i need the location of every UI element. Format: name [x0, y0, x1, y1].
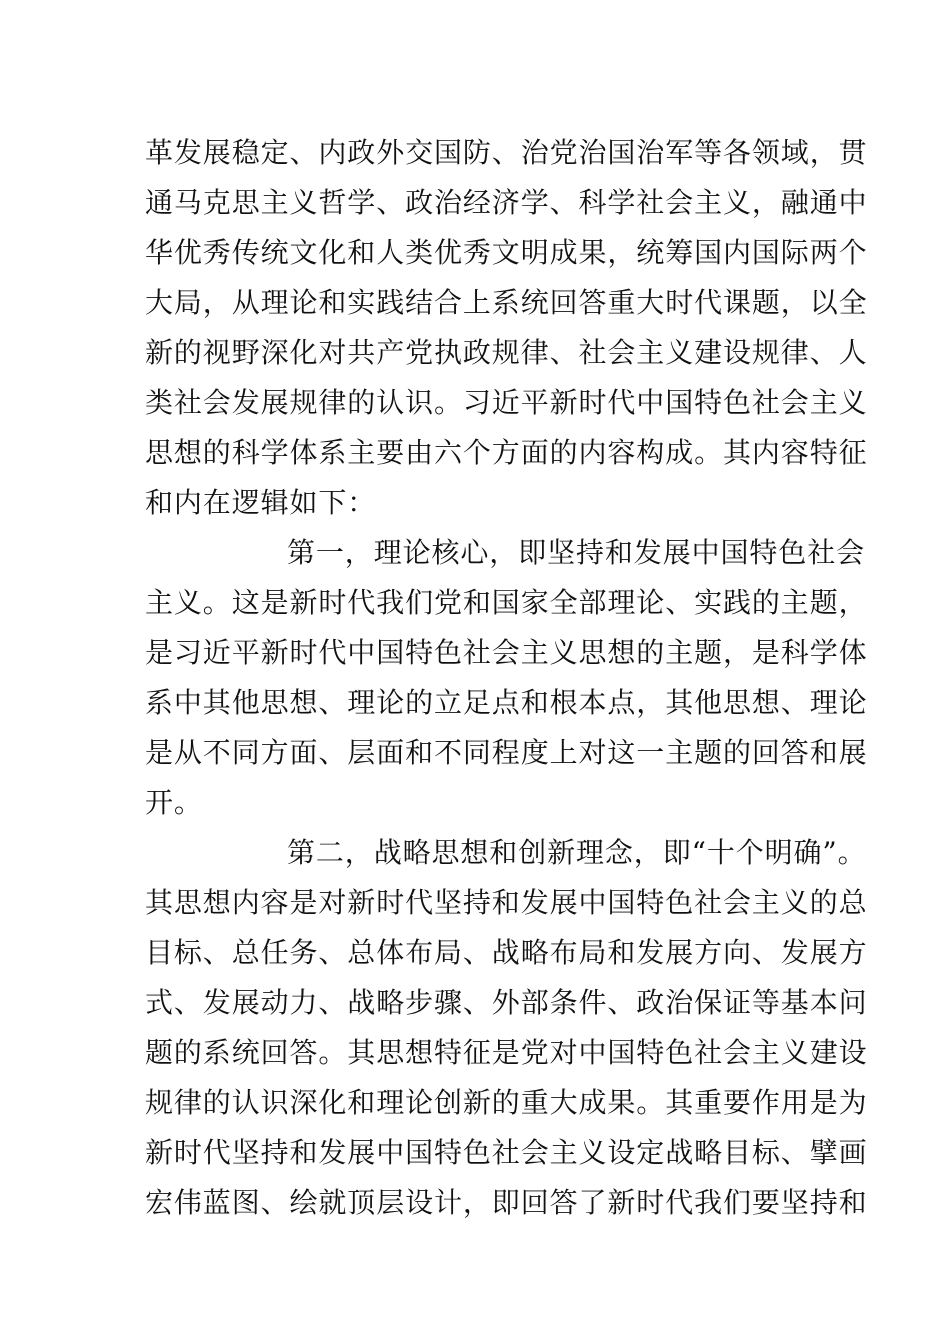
text-line: 系中其他思想、理论的立足点和根本点，其他思想、理论 [145, 686, 868, 719]
text-line: 宏伟蓝图、绘就顶层设计，即回答了新时代我们要坚持和 [145, 1186, 868, 1219]
text-line: 式、发展动力、战略步骤、外部条件、政治保证等基本问 [145, 986, 868, 1019]
text-line: 开。 [145, 786, 203, 819]
text-line: 通马克思主义哲学、政治经济学、科学社会主义，融通中 [145, 186, 868, 219]
text-line: 是习近平新时代中国特色社会主义思想的主题，是科学体 [145, 636, 868, 669]
text-line: 规律的认识深化和理论创新的重大成果。其重要作用是为 [145, 1086, 868, 1119]
text-line: 和内在逻辑如下： [145, 486, 377, 519]
text-line: 目标、总任务、总体布局、战略布局和发展方向、发展方 [145, 936, 868, 969]
paragraph-first-line: 第一，理论核心，即坚持和发展中国特色社会 [287, 536, 866, 569]
text-line: 革发展稳定、内政外交国防、治党治国治军等各领域，贯 [145, 136, 868, 169]
text-line: 是从不同方面、层面和不同程度上对这一主题的回答和展 [145, 736, 868, 769]
paragraph-first-line: 第二，战略思想和创新理念，即“十个明确”。 [287, 836, 867, 869]
text-line: 思想的科学体系主要由六个方面的内容构成。其内容特征 [145, 436, 868, 469]
text-line: 新的视野深化对共产党执政规律、社会主义建设规律、人 [145, 336, 868, 369]
text-line: 新时代坚持和发展中国特色社会主义设定战略目标、擘画 [145, 1136, 868, 1169]
text-line: 题的系统回答。其思想特征是党对中国特色社会主义建设 [145, 1036, 868, 1069]
text-line: 类社会发展规律的认识。习近平新时代中国特色社会主义 [145, 386, 868, 419]
text-line: 主义。这是新时代我们党和国家全部理论、实践的主题， [145, 586, 868, 619]
text-line: 华优秀传统文化和人类优秀文明成果，统筹国内国际两个 [145, 236, 868, 269]
text-line: 大局，从理论和实践结合上系统回答重大时代课题，以全 [145, 286, 868, 319]
text-line: 其思想内容是对新时代坚持和发展中国特色社会主义的总 [145, 886, 868, 919]
